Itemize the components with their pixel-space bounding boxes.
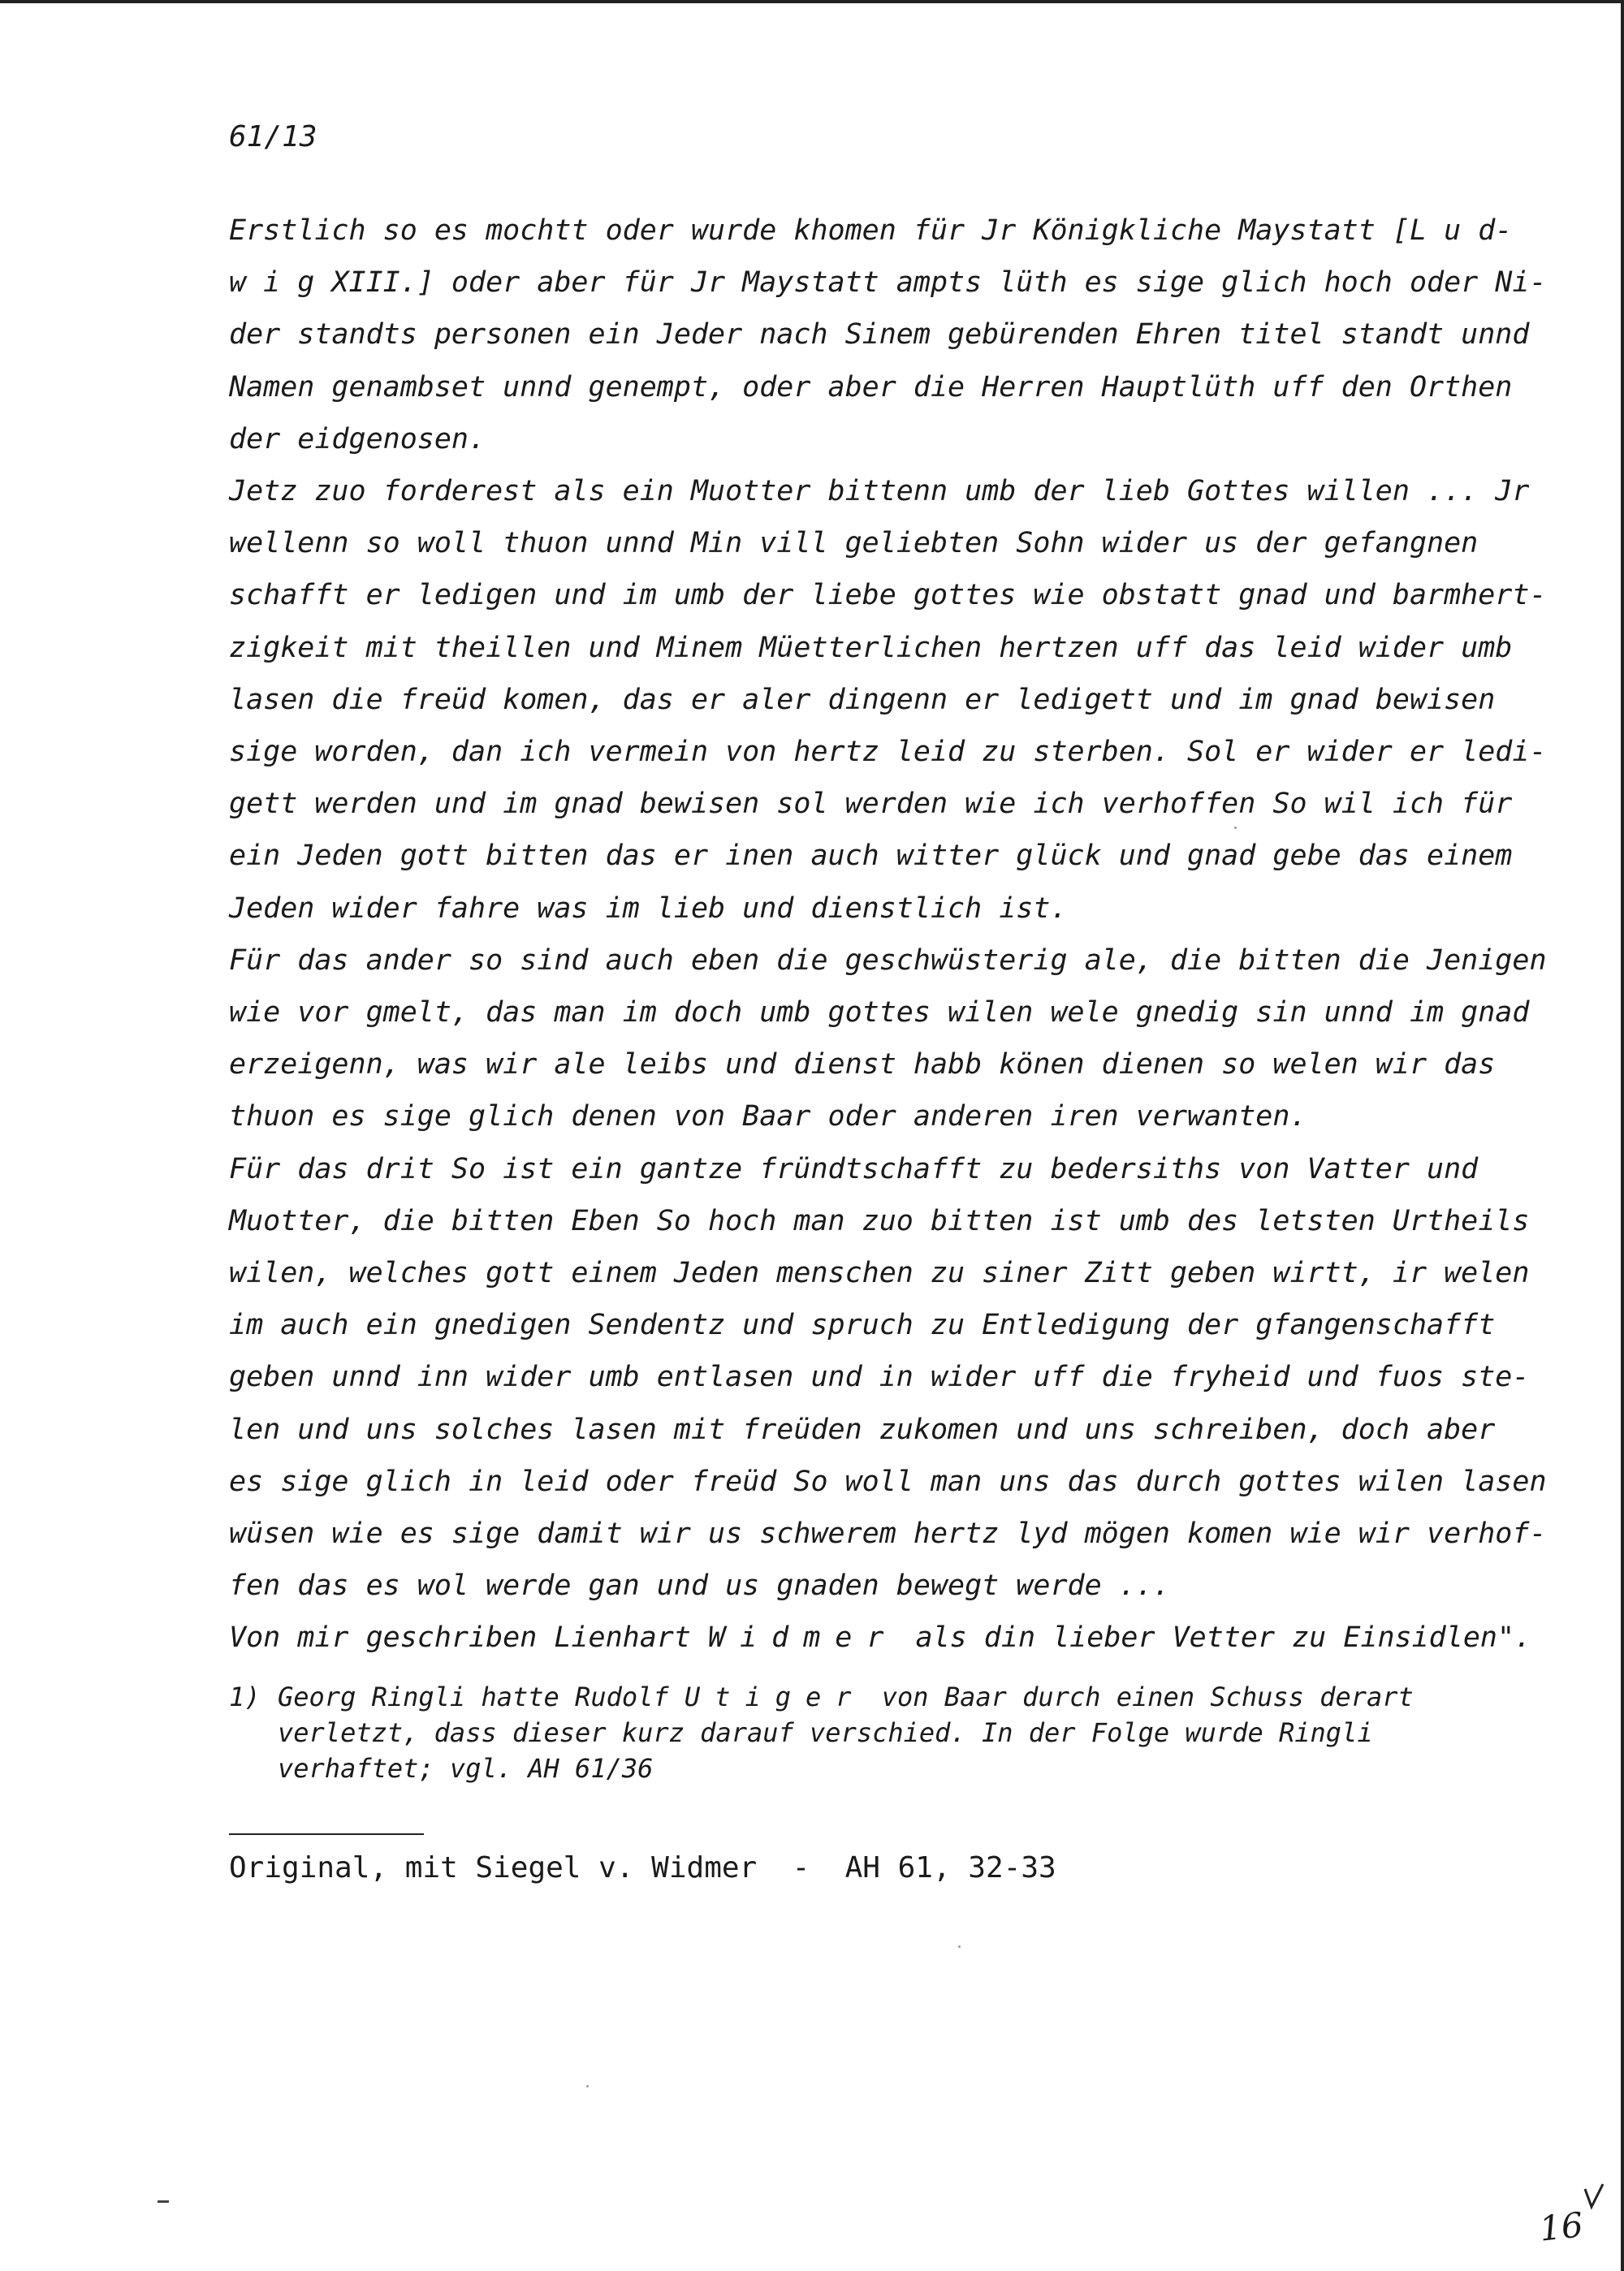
body-line: es sige glich in leid oder freüd So woll man uns das durch gottes wilen lasen xyxy=(229,1465,1547,1498)
body-line: len und uns solches lasen mit freüden zukomen und uns schreiben, doch aber xyxy=(229,1413,1496,1446)
body-line: thuon es sige glich denen von Baar oder anderen iren verwanten. xyxy=(229,1100,1307,1133)
body-line: Jeden wider fahre was im lieb und dienstlich ist. xyxy=(229,892,1068,925)
body-line: erzeigenn, was wir ale leibs und dienst habb könen dienen so welen wir das xyxy=(229,1048,1496,1082)
closing-signatory-name: Widmer xyxy=(708,1621,899,1655)
body-line: Muotter, die bitten Eben So hoch man zuo bitten ist umb des letsten Urtheils xyxy=(229,1204,1530,1237)
scan-edge-top xyxy=(0,0,1624,3)
body-line: Für das ander so sind auch eben die geschwüsterig ale, die bitten die Jenigen xyxy=(229,943,1547,977)
footnote-marker: 1) xyxy=(229,1682,261,1712)
footnote-text: Georg Ringli hatte Rudolf xyxy=(278,1682,685,1712)
body-line: der standts personen ein Jeder nach Sinem gebürenden Ehren titel standt unnd xyxy=(229,318,1530,352)
closing-before: Von mir geschriben Lienhart xyxy=(229,1621,709,1655)
body-line: sige worden, dan ich vermein von hertz leid zu sterben. Sol er wider er ledi- xyxy=(229,736,1547,769)
scan-speck xyxy=(958,1945,961,1948)
margin-mark xyxy=(158,2200,169,2203)
page-number: 61/13 xyxy=(229,120,317,153)
source-reference: Original, mit Siegel v. Widmer - AH 61, 32-33 xyxy=(229,1851,1056,1885)
body-line: fen das es wol werde gan und us gnaden bewegt werde ... xyxy=(229,1569,1170,1603)
body-line: gett werden und im gnad bewisen sol werden wie ich verhoffen So wil ich für xyxy=(229,788,1513,821)
footnote-line: verletzt, dass dieser kurz darauf verschied. In der Folge wurde Ringli xyxy=(278,1717,1373,1748)
body-line: wüsen wie es sige damit wir us schwerem hertz lyd mögen komen wie wir verhof- xyxy=(229,1518,1547,1551)
closing-after: als din lieber Vetter zu Einsidlen". xyxy=(898,1621,1532,1655)
body-line: wellenn so woll thuon unnd Min vill geliebten Sohn wider us der gefangnen xyxy=(229,527,1479,560)
closing-line xyxy=(229,1612,1532,1664)
scan-edge-right xyxy=(1621,0,1624,2271)
body-line: der eidgenosen. xyxy=(229,422,486,455)
footnote-line xyxy=(229,1679,1528,1715)
footnote xyxy=(229,1679,1528,1786)
body-line: Jetz zuo forderest als ein Muotter bittenn umb der lieb Gottes willen ... Jr xyxy=(229,475,1530,508)
body-line: zigkeit mit theillen und Minem Müetterlichen hertzen uff das leid wider umb xyxy=(229,631,1513,664)
body-line: wilen, welches gott einem Jeden menschen zu siner Zitt geben wirtt, ir welen xyxy=(229,1257,1530,1290)
check-mark-icon xyxy=(1582,2182,1606,2212)
body-line: Erstlich so es mochtt oder wurde khomen für Jr Königkliche Maystatt [L u d- xyxy=(229,214,1513,247)
body-line: Für das drit So ist ein gantze fründtschafft zu bedersiths von Vatter und xyxy=(229,1152,1479,1185)
footnote-name: Utiger xyxy=(684,1682,866,1712)
handwritten-folio-number: 16 xyxy=(1537,2204,1585,2249)
scan-speck xyxy=(586,2085,589,2088)
body-line: wie vor gmelt, das man im doch umb gottes wilen wele gnedig sin unnd im gnad xyxy=(229,996,1530,1030)
letter-body xyxy=(229,205,1547,1664)
body-line: Namen genambset unnd genempt, oder aber die Herren Hauptlüth uff den Orthen xyxy=(229,370,1513,404)
body-line: w i g XIII.] oder aber für Jr Maystatt ampts lüth es sige glich hoch oder Ni- xyxy=(229,266,1547,300)
scan-speck xyxy=(1234,827,1237,829)
body-line: lasen die freüd komen, das er aler dingenn er ledigett und im gnad bewisen xyxy=(229,683,1496,716)
footnote-line: verhaftet; vgl. AH 61/36 xyxy=(278,1753,654,1784)
body-line: im auch ein gnedigen Sendentz und spruch zu Entledigung der gfangenschafft xyxy=(229,1309,1496,1342)
body-line: schafft er ledigen und im umb der liebe gottes wie obstatt gnad und barmhert- xyxy=(229,579,1547,612)
body-line: geben unnd inn wider umb entlasen und in wider uff die fryheid und fuos ste- xyxy=(229,1361,1530,1394)
body-line: ein Jeden gott bitten das er inen auch witter glück und gnad gebe das einem xyxy=(229,840,1513,873)
footnote-text: von Baar durch einen Schuss derart xyxy=(866,1682,1414,1712)
footnote-divider xyxy=(229,1833,424,1835)
